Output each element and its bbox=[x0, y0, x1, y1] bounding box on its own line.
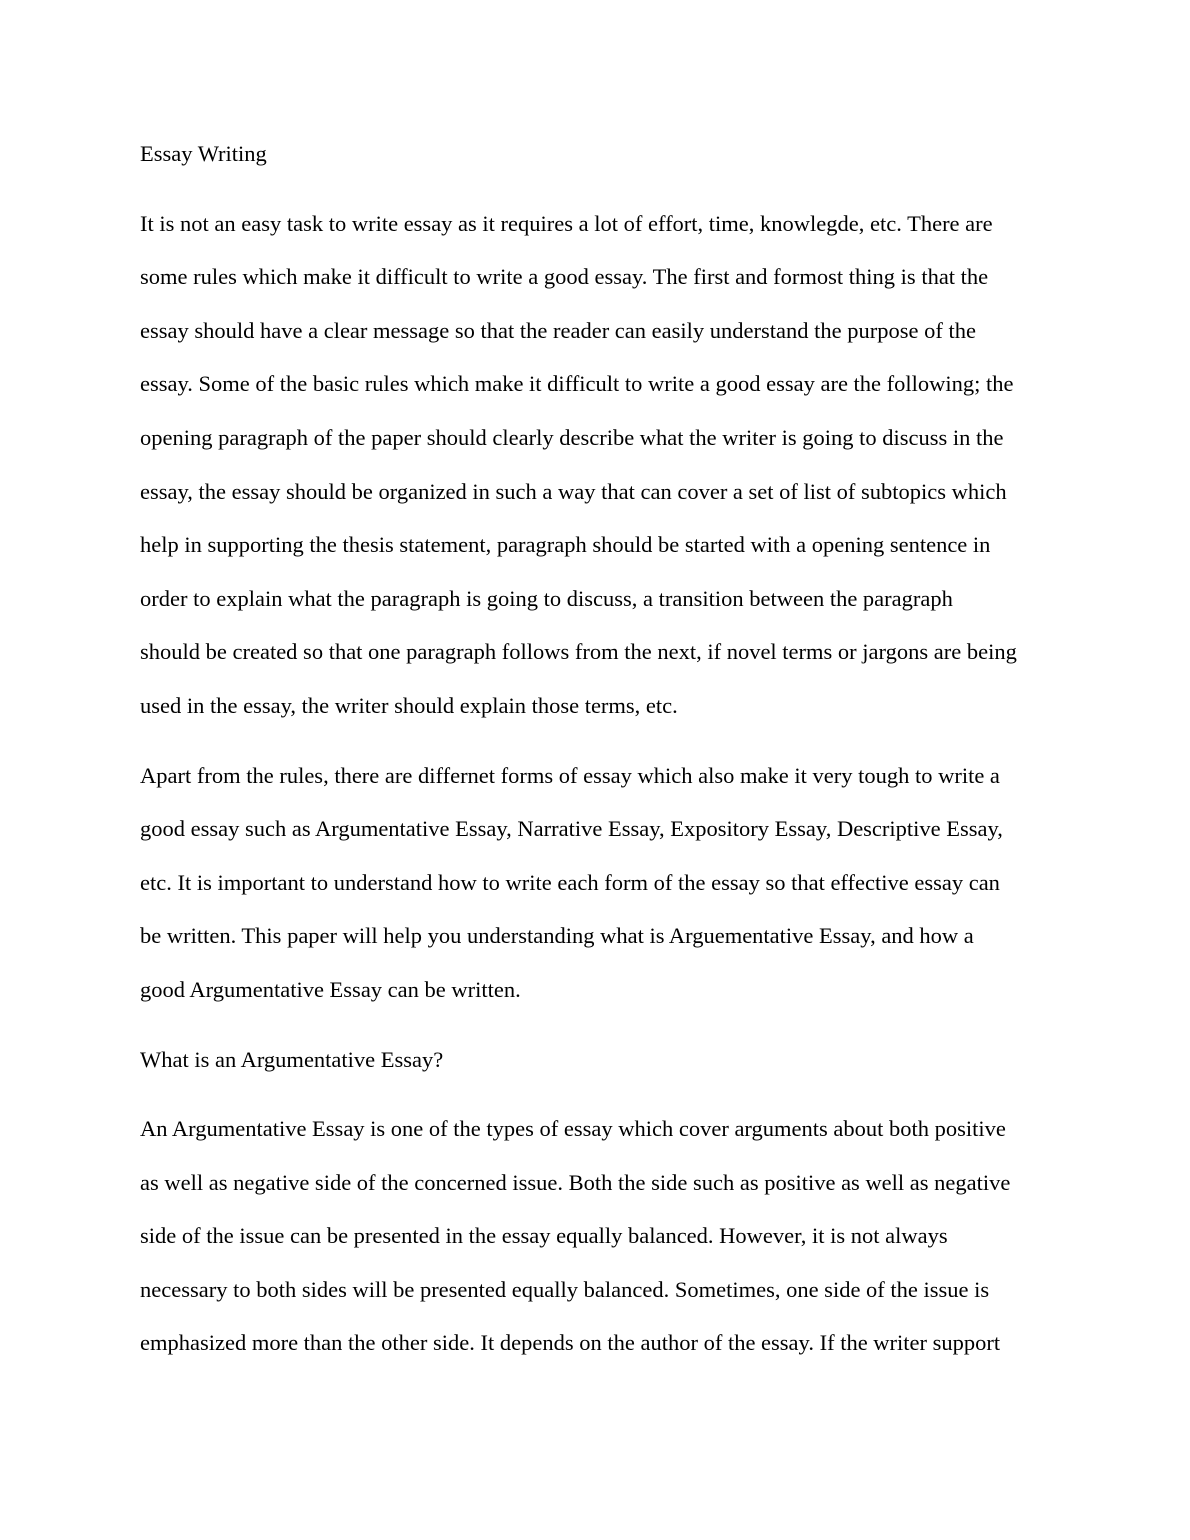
section-heading bbox=[140, 1033, 1055, 1087]
text-line: Apart from the rules, there are differnet forms of essay which also make it very tough to write a bbox=[140, 762, 1000, 788]
text-line: necessary to both sides will be presented equally balanced. Sometimes, one side of the issue is bbox=[140, 1276, 990, 1302]
text-line: used in the essay, the writer should explain those terms, etc. bbox=[140, 692, 678, 718]
text-line: good Argumentative Essay can be written. bbox=[140, 976, 521, 1002]
paragraph-argumentative bbox=[140, 1102, 1055, 1370]
subheading: What is an Argumentative Essay? bbox=[140, 1046, 444, 1072]
text-line: side of the issue can be presented in the essay equally balanced. However, it is not always bbox=[140, 1223, 948, 1249]
paragraph-forms bbox=[140, 749, 1055, 1017]
text-line: help in supporting the thesis statement, paragraph should be started with a opening sentence in bbox=[140, 532, 991, 558]
text-line: essay. Some of the basic rules which make it difficult to write a good essay are the following; the bbox=[140, 371, 1014, 397]
text-line: etc. It is important to understand how to write each form of the essay so that effective essay can bbox=[140, 869, 1000, 895]
text-line: should be created so that one paragraph follows from the next, if novel terms or jargons are being bbox=[140, 639, 1017, 665]
text-line: as well as negative side of the concerned issue. Both the side such as positive as well as negative bbox=[140, 1169, 1011, 1195]
text-line: order to explain what the paragraph is going to discuss, a transition between the paragraph bbox=[140, 585, 953, 611]
text-line: It is not an easy task to write essay as it requires a lot of effort, time, knowlegde, etc. There are bbox=[140, 210, 993, 236]
paragraph-intro bbox=[140, 197, 1055, 733]
text-line: good essay such as Argumentative Essay, Narrative Essay, Expository Essay, Descriptive Essay, bbox=[140, 816, 1003, 842]
text-line: An Argumentative Essay is one of the types of essay which cover arguments about both positive bbox=[140, 1116, 1006, 1142]
text-line: some rules which make it difficult to write a good essay. The first and formost thing is that the bbox=[140, 264, 989, 290]
text-line: essay, the essay should be organized in such a way that can cover a set of list of subtopics which bbox=[140, 478, 1007, 504]
text-line: essay should have a clear message so that the reader can easily understand the purpose of the bbox=[140, 317, 976, 343]
document-title: Essay Writing bbox=[140, 141, 267, 166]
text-line: opening paragraph of the paper should clearly describe what the writer is going to discuss in the bbox=[140, 424, 1004, 450]
text-line: be written. This paper will help you understanding what is Arguementative Essay, and how a bbox=[140, 923, 974, 949]
document-body bbox=[140, 127, 1055, 1370]
text-line: emphasized more than the other side. It depends on the author of the essay. If the writer support bbox=[140, 1330, 1001, 1356]
